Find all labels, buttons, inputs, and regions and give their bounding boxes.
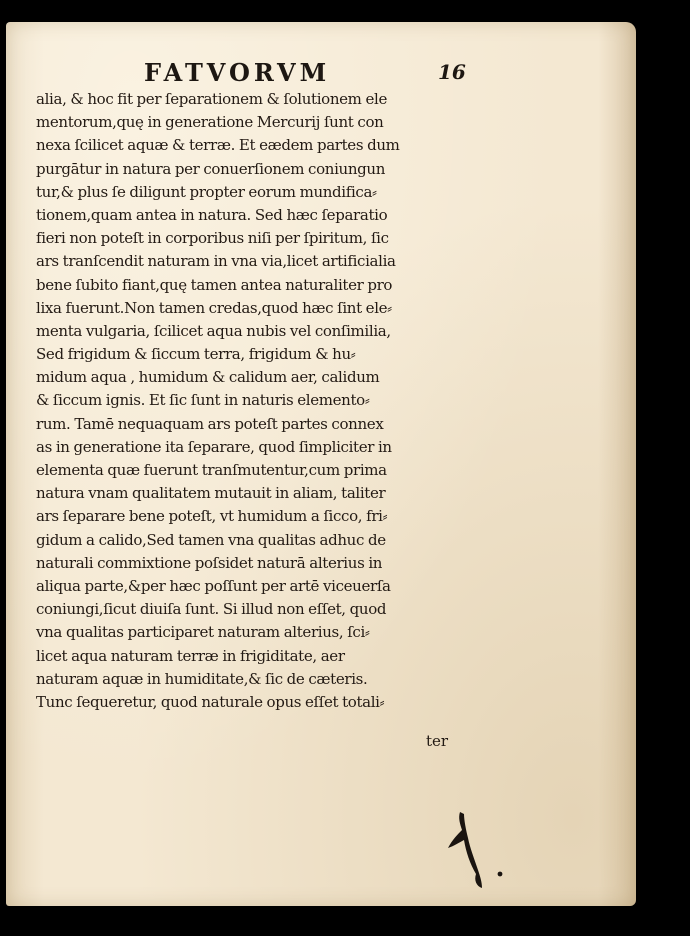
text-line: aliqua parte,&per hæc poſſunt per artē viceuerſa <box>36 576 391 595</box>
text-line: Sed frigidum & ſiccum terra, frigidum & hu⸗ <box>36 345 356 364</box>
text-line: ars tranſcendit naturam in vna via,licet artificialia <box>36 252 396 271</box>
text-line: bene ſubito fiant,quę tamen antea naturaliter pro <box>36 275 393 294</box>
text-line: as in generatione ita ſeparare, quod ſimpliciter in <box>36 437 392 456</box>
running-title: FATVORVM <box>144 58 331 87</box>
book-page <box>6 22 636 906</box>
text-line: vna qualitas participaret naturam alterius, ſci⸗ <box>36 623 370 642</box>
text-line: elementa quæ fuerunt tranſmutentur,cum prima <box>36 461 387 479</box>
text-line: natura vnam qualitatem mutauit in aliam, taliter <box>36 484 386 503</box>
text-line: tionem,quam antea in natura. Sed hæc ſeparatio <box>36 205 388 224</box>
text-line: coniungi,ſicut diuiſa ſunt. Si illud non eſſet, quod <box>36 600 387 619</box>
text-line: mentorum,quę in generatione Mercurij ſunt con <box>36 113 384 132</box>
text-line: gidum a calido,Sed tamen vna qualitas adhuc de <box>36 530 386 549</box>
catchword: ter <box>426 732 449 750</box>
text-line: naturali commixtione poſsidet naturā alterius in <box>36 553 383 572</box>
text-line: alia, & hoc fit per ſeparationem & ſolutionem ele <box>36 90 387 108</box>
text-line: menta vulgaria, ſcilicet aqua nubis vel conſimilia, <box>36 321 391 340</box>
text-line: tur,& plus ſe diligunt propter eorum mundifica⸗ <box>36 182 377 201</box>
body-text <box>36 88 466 714</box>
text-line: purgātur in natura per conuerſionem coniungun <box>36 159 386 178</box>
text-line: fieri non poteſt in corporibus niſi per ſpiritum, ſic <box>36 229 389 248</box>
text-line: naturam aquæ in humiditate,& ſic de cæteris. <box>36 669 368 688</box>
text-line: & ſiccum ignis. Et ſic ſunt in naturis elemento⸗ <box>36 391 370 410</box>
text-line: licet aqua naturam terræ in frigiditate, aer <box>36 646 345 665</box>
text-line: lixa fuerunt.Non tamen credas,quod hæc ſint ele⸗ <box>36 298 392 317</box>
text-line: midum aqua , humidum & calidum aer, calidum <box>36 368 380 387</box>
text-line: nexa ſcilicet aquæ & terræ. Et eædem partes dum <box>36 136 400 155</box>
ink-mark-icon <box>436 808 506 898</box>
folio-number: 16 <box>438 60 466 84</box>
text-line: Tunc ſequeretur, quod naturale opus eſſet totali⸗ <box>36 692 385 711</box>
text-line: rum. Tamē nequaquam ars poteſt partes connex <box>36 414 384 433</box>
page-header <box>6 58 636 88</box>
text-line: ars ſeparare bene poteſt, vt humidum a ſicco, fri⸗ <box>36 507 388 526</box>
